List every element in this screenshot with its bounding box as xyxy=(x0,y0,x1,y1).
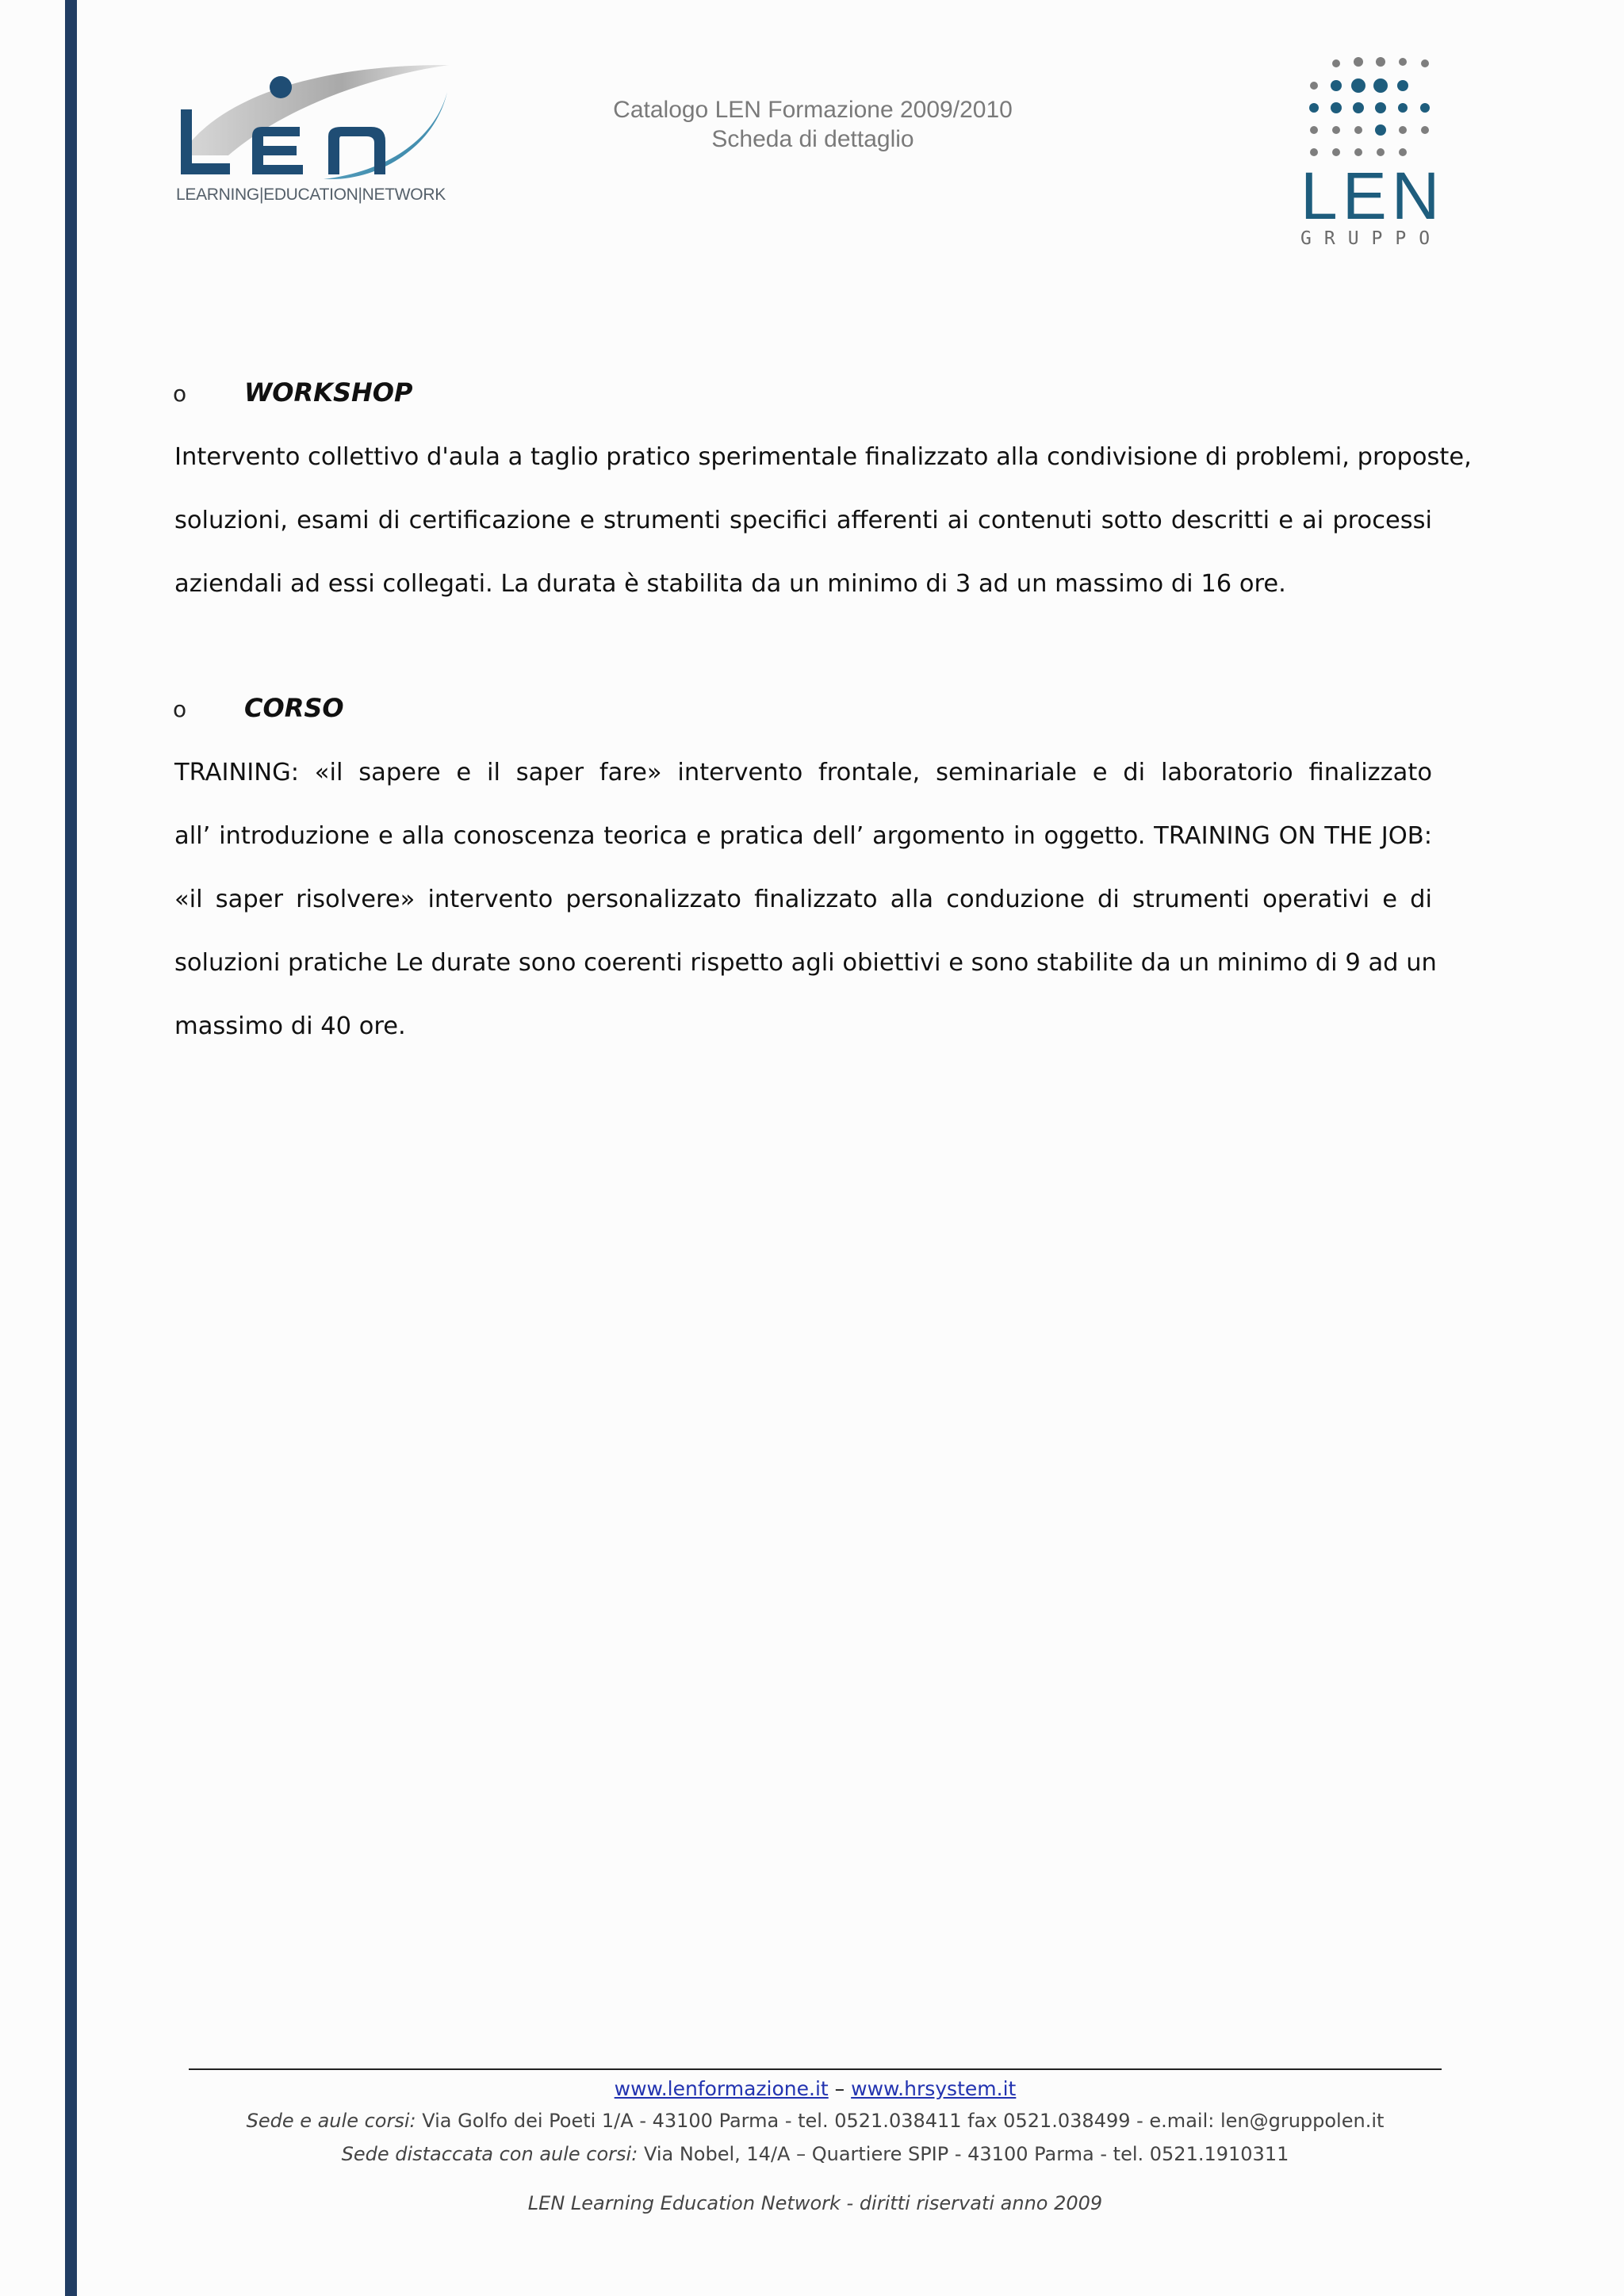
paragraph-line: Intervento collettivo d'aula a taglio pratico sperimentale finalizzato alla condivisione di problemi, proposte, xyxy=(174,443,1472,471)
paragraph-line: soluzioni, esami di certificazione e strumenti specifici afferenti ai contenuti sotto descritti e ai processi xyxy=(174,507,1432,534)
paragraph-line: «il saper risolvere» intervento personalizzato finalizzato alla conduzione di strumenti operativi e di xyxy=(174,886,1432,913)
footer-links xyxy=(189,2076,1442,2103)
paragraph-line: soluzioni pratiche Le durate sono coerenti rispetto agli obiettivi e sono stabilite da un minimo di 9 ad un xyxy=(174,949,1437,977)
footer-copyright xyxy=(189,2190,1442,2217)
copyright-text: LEN Learning Education Network - diritti riservati anno 2009 xyxy=(527,2192,1103,2214)
paragraph-line: all’ introduzione e alla conoscenza teorica e pratica dell’ argomento in oggetto. TRAINING ON THE JOB: xyxy=(174,822,1432,850)
section-title: CORSO xyxy=(244,693,344,723)
bullet-icon: o xyxy=(173,696,187,722)
corso-description xyxy=(174,741,1437,1058)
lenformazione-link[interactable]: www.lenformazione.it xyxy=(614,2077,829,2100)
branch-office-address: Via Nobel, 14/A – Quartiere SPIP - 43100 Parma - tel. 0521.1910311 xyxy=(643,2143,1289,2165)
link-separator: – xyxy=(834,2077,845,2100)
hrsystem-link[interactable]: www.hrsystem.it xyxy=(851,2077,1017,2100)
catalog-title: Catalogo LEN Formazione 2009/2010 xyxy=(613,97,1013,123)
len-gruppo-subtitle: GRUPPO xyxy=(1300,228,1443,249)
left-border-bar xyxy=(65,0,77,2296)
bullet-icon: o xyxy=(173,381,187,407)
footer-divider xyxy=(189,2068,1442,2070)
branch-office-label: Sede distaccata con aule corsi: xyxy=(341,2143,638,2165)
document-header xyxy=(523,95,1102,154)
paragraph-line: aziendali ad essi collegati. La durata è stabilita da un minimo di 3 ad un massimo di 16 ore. xyxy=(174,570,1286,598)
len-gruppo-name: LEN xyxy=(1300,159,1445,233)
section-title: WORKSHOP xyxy=(244,377,413,408)
main-office-label: Sede e aule corsi: xyxy=(246,2110,416,2132)
paragraph-line: TRAINING: «il sapere e il saper fare» intervento frontale, seminariale e di laboratorio finalizzato xyxy=(174,759,1432,786)
main-office-address: Via Golfo dei Poeti 1/A - 43100 Parma - tel. 0521.038411 fax 0521.038499 - e.mail: len@gruppolen.it xyxy=(422,2110,1385,2132)
footer-branch-office xyxy=(189,2141,1442,2168)
paragraph-line: massimo di 40 ore. xyxy=(174,1012,406,1040)
workshop-description xyxy=(174,426,1472,616)
len-logo-tagline: LEARNING|EDUCATION|NETWORK xyxy=(176,186,446,204)
footer-main-office xyxy=(189,2107,1442,2134)
catalog-subtitle: Scheda di dettaglio xyxy=(711,126,914,152)
